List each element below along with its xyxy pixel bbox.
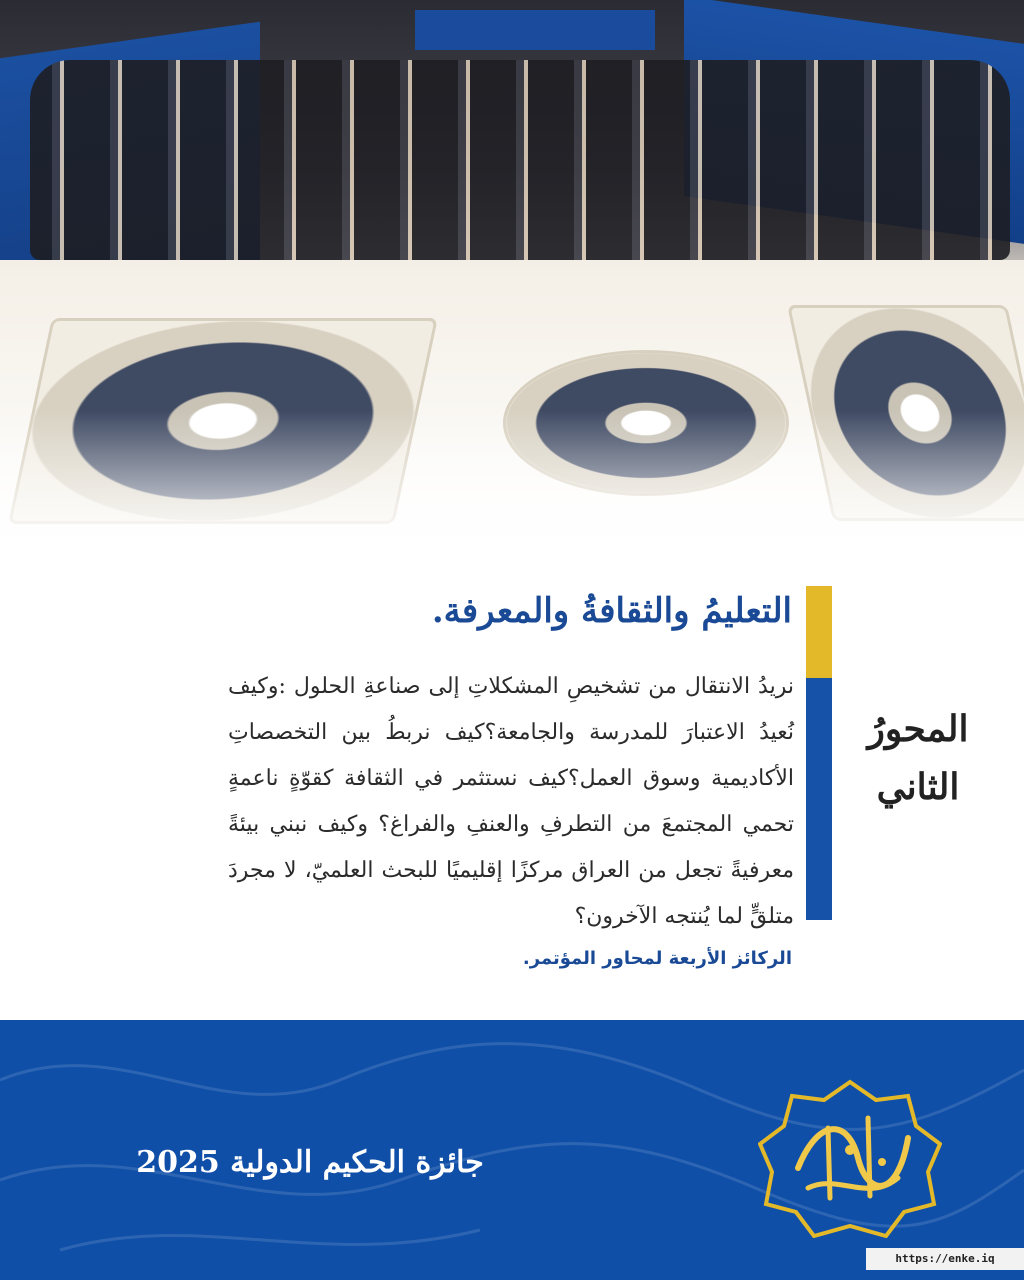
crowd: [30, 60, 1010, 260]
source-url-label: https://enke.iq: [866, 1248, 1024, 1270]
axis-label-line2: الثاني: [876, 766, 960, 808]
title-accent-bar: [806, 586, 832, 678]
banner-center: [415, 10, 655, 50]
hakim-award-logo-icon: [758, 1078, 942, 1238]
axis-label-line1: المحورُ: [867, 708, 969, 750]
section-title: التعليمُ والثقافةُ والمعرفة.: [431, 591, 792, 631]
body-paragraph: نريدُ الانتقال من تشخيصِ المشكلاتِ إلى صناعةِ الحلول :وكيف نُعيدُ الاعتبارَ للمدرسة والجامعة؟كيف نربطُ بين التخصصاتِ الأكاديمية وسوق العمل؟كيف نستثمر في الثقافة كقوّةٍ ناعمةٍ تحمي المجتمعَ من التطرفِ والعنفِ والفراغ؟ وكيف نبني بيئةً معرفيةً تجعل من العراق مركزًا إقليميًا للبحث العلميّ، لا مجردَ متلقٍّ لما يُنتجه الآخرون؟: [228, 674, 794, 929]
axis-label: [858, 700, 978, 816]
body-accent-bar: [806, 678, 832, 920]
subcaption: الركائز الأربعة لمحاور المؤتمر.: [522, 948, 792, 969]
hero-photo: [0, 0, 1024, 560]
footer-title: جائزة الحكيم الدولية 2025: [136, 1145, 484, 1180]
photo-fade: [0, 410, 1024, 560]
